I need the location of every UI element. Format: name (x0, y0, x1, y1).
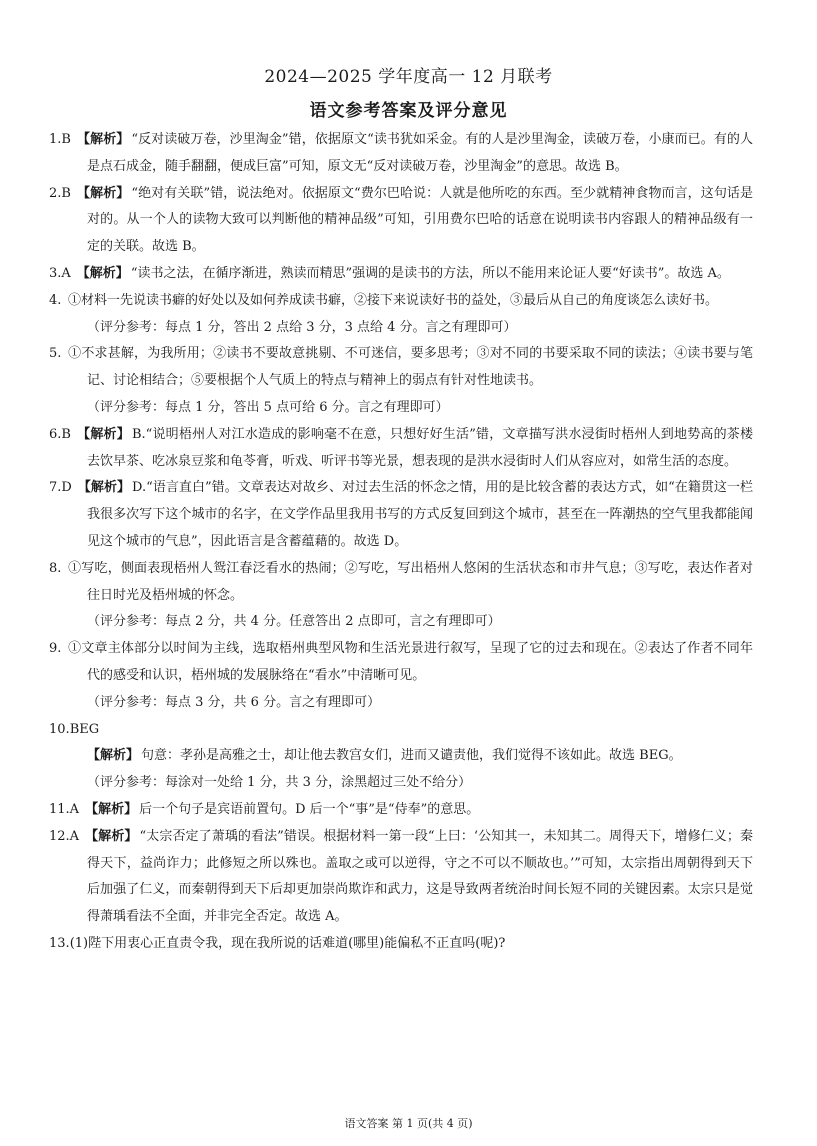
answer-text: ①文章主体部分以时间为主线，选取梧州典型风物和生活光景进行叙写，呈现了它的过去和现在。②表达了作者不同年代的感受和认识，梧州城的发展脉络在“看水”中清晰可见。 (68, 641, 753, 683)
answer-item: 5. ①不求甚解，为我所用；②读书不要故意挑剔、不可迷信，要多思考；③对不同的书要采取不同的读法；④读书要与笔记、讨论相结合；⑤要根据个人气质上的特点与精神上的弱点有针对性地读书。 (49, 346, 753, 389)
answer-text: “绝对有关联”错，说法绝对。依据原文“费尔巴哈说：人就是他所吃的东西。至少就精神食物而言，这句话是对的。从一个人的读物大致可以判断他的精神品级”可知，引用费尔巴哈的话意在说明读书内容跟人的精神品级有一定的关联。故选 B。 (87, 185, 753, 255)
answer-number: 11.A (49, 801, 80, 817)
answer-item (49, 422, 753, 476)
answer-item (49, 717, 753, 744)
answer-item (49, 797, 753, 824)
scoring-note: （评分参考：每涂对一处给 1 分，共 3 分，涂黑超过三处不给分） (87, 775, 472, 791)
answer-text: ①材料一先说读书癖的好处以及如何养成读书癖，②接下来说读好书的益处，③最后从自己的角度谈怎么读好书。 (68, 292, 719, 308)
answer-number: 13. (49, 935, 70, 951)
answer-number: 3.A (49, 265, 71, 281)
page-title: 2024—2025 学年度高一 12 月联考 (264, 67, 553, 87)
answer-text: “反对读破万卷，沙里淘金”错，依据原文“读书犹如采金。有的人是沙里淘金，读破万卷，小康而已。有的人是点石成金，随手翻翻，便成巨富”可知，原文无“反对读破万卷，沙里淘金”的意思。故选 B。 (87, 132, 753, 174)
answer-text: 后一个句子是宾语前置句。D 后一个“事”是“侍奉”的意思。 (139, 801, 480, 817)
analysis-tag: 【解析】 (85, 828, 138, 844)
scoring-note: （评分参考：每点 2 分，共 4 分。任意答出 2 点即可，言之有理即可） (87, 614, 501, 630)
answer-item: 9. ①文章主体部分以时间为主线，选取梧州典型风物和生活光景进行叙写，呈现了它的过去和现在。②表达了作者不同年代的感受和认识，梧州城的发展脉络在“看水”中清晰可见。 (49, 641, 753, 683)
answer-text: ①写吃，侧面表现梧州人鸳江春泛看水的热闹；②写吃，写出梧州人悠闲的生活状态和市井气息；③写吃，表达作者对往日时光及梧州城的怀念。 (68, 560, 753, 603)
analysis-tag: 【解析】 (76, 185, 130, 201)
analysis-tag: 【解析】 (76, 265, 129, 281)
answer-number: 10. (49, 721, 70, 737)
answer-number: 6.B (49, 426, 71, 442)
answer-number: 12.A (49, 828, 80, 844)
answer-list (49, 127, 753, 958)
answer-text: D.“语言直白”错。文章表达对故乡、对过去生活的怀念之情，用的是比较含蓄的表达方式，如“在籍贯这一栏我很多次写下这个城市的名字，在文学作品里我用书写的方式反复回到这个城市，甚至在一阵潮热的空气里我都能闻见这个城市的气息”，因此语言是含蓄蕴藉的。故选 D。 (87, 480, 753, 549)
analysis-tag: 【解析】 (85, 801, 138, 817)
answer-text: B.“说明梧州人对江水造成的影响毫不在意，只想好好生活”错，文章描写洪水浸街时梧州人到地势高的茶楼去饮早茶、吃冰泉豆浆和龟苓膏，听戏、听评书等光景，想表现的是洪水浸街时人们从容应对，如常生活的态度。 (87, 426, 753, 469)
scoring-note: （评分参考：每点 1 分，答出 5 点可给 6 分。言之有理即可） (87, 399, 449, 415)
page-subtitle: 语文参考答案及评分意见 (309, 101, 508, 121)
answer-item (49, 931, 753, 958)
answer-number: 2.B (49, 185, 71, 201)
answer-number: 7.D (49, 480, 72, 496)
answer-item (49, 127, 753, 181)
answer-item: 8. ①写吃，侧面表现梧州人鸳江春泛看水的热闹；②写吃，写出梧州人悠闲的生活状态和市井气息；③写吃，表达作者对往日时光及梧州城的怀念。 (49, 560, 753, 603)
analysis-tag: 【解析】 (76, 132, 130, 147)
answer-text: ①不求甚解，为我所用；②读书不要故意挑剔、不可迷信，要多思考；③对不同的书要采取不同的读法；④读书要与笔记、讨论相结合；⑤要根据个人气质上的特点与精神上的弱点有针对性地读书。 (68, 346, 753, 389)
scoring-note: （评分参考：每点 3 分，共 6 分。言之有理即可） (87, 694, 381, 710)
answer-text: BEG (69, 721, 100, 737)
answer-item: 4. ①材料一先说读书癖的好处以及如何养成读书癖，②接下来说读好书的益处，③最后从自己的角度谈怎么读好书。 (49, 292, 719, 308)
answer-text: (1)陛下用衷心正直责令我，现在我所说的话难道(哪里)能偏私不正直吗(呢)? (69, 935, 506, 951)
answer-item (49, 475, 753, 555)
page-footer: 语文答案 第 1 页(共 4 页) (344, 1117, 473, 1130)
answer-text: “太宗否定了萧瑀的看法”错误。根据材料一第一段“上曰：‘公知其一，未知其二。周得天下，增修仁义；秦得天下，益尚诈力；此修短之所以殊也。盖取之或可以逆得，守之不可以不顺故也。’”可知，太宗指出周朝得到天下后加强了仁义，而秦朝得到天下后却更加崇尚欺诈和武力，这是导致两者统治时间长短不同的关键因素。太宗只是觉得萧瑀看法不全面，并非完全否定。故选 A。 (87, 828, 753, 925)
answer-item (49, 261, 753, 288)
analysis-tag: 【解析】 (76, 426, 130, 442)
analysis-tag: 【解析】 (77, 480, 131, 496)
answer-number: 1.B (49, 132, 71, 147)
analysis-paragraph (68, 743, 753, 770)
analysis-text: 句意：孝孙是高雅之士，却让他去教宫女们，进而又谴责他，我们觉得不该如此。故选 BEG。 (141, 748, 682, 764)
answer-text: “读书之法，在循序渐进，熟读而精思”强调的是读书的方法，所以不能用来论证人要“好读书”。故选 A。 (130, 265, 730, 281)
answer-item (49, 824, 753, 931)
scoring-note: （评分参考：每点 1 分，答出 2 点给 3 分，3 点给 4 分。言之有理即可） (87, 319, 517, 335)
analysis-tag: 【解析】 (87, 748, 140, 764)
answer-item (49, 181, 753, 261)
